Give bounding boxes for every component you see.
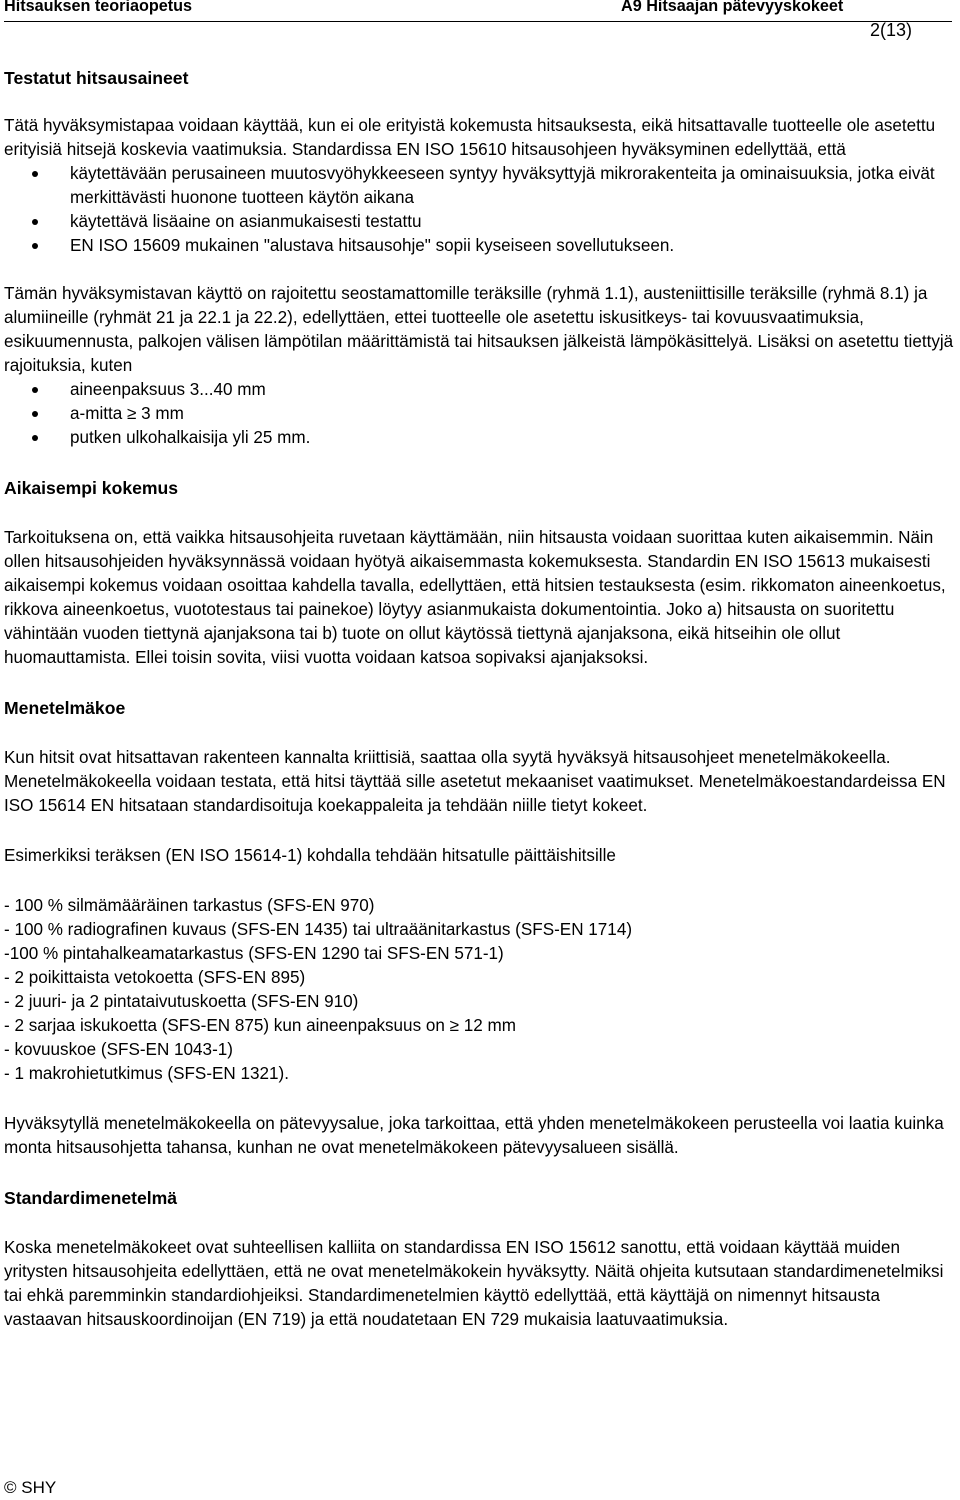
list-item: - kovuuskoe (SFS-EN 1043-1) bbox=[4, 1040, 233, 1059]
paragraph: Esimerkiksi teräksen (EN ISO 15614-1) kohdalla tehdään hitsatulle päittäishitsille bbox=[4, 846, 616, 865]
list-item: EN ISO 15609 mukainen "alustava hitsausohje" sopii kyseiseen sovellutukseen. bbox=[70, 234, 956, 258]
paragraph: Hyväksytyllä menetelmäkokeella on pätevyysalue, joka tarkoittaa, että yhden menetelmäkokeen perusteella voi laatia kuinka monta hitsausohjetta tahansa, kunhan ne ovat menetelmäkokeen pätevyysalueen sisällä. bbox=[4, 1114, 944, 1157]
header-chapter-title: A9 Hitsaajan pätevyyskokeet bbox=[621, 0, 844, 15]
bullet-list bbox=[4, 162, 956, 258]
page-header bbox=[4, 0, 952, 22]
list-item: - 2 sarjaa iskukoetta (SFS-EN 875) kun aineenpaksuus on ≥ 12 mm bbox=[4, 1016, 516, 1035]
paragraph: Tämän hyväksymistavan käyttö on rajoitettu seostamattomille teräksille (ryhmä 1.1), austeniittisille teräksille (ryhmä 8.1) ja alumiineille (ryhmät 21 ja 22.1 ja 22.2), edellyttäen, ettei tuotteelle ole asetettu iskusitkeys- tai kovuusvaatimuksia, esikuumennusta, palkojen välisen lämpötilan määrittämistä tai hitsauksen jälkeistä lämpökäsittelyä. Lisäksi on asetettu tiettyjä rajoituksia, kuten bbox=[4, 284, 954, 375]
copyright-footer: © SHY bbox=[4, 1478, 57, 1497]
list-item: aineenpaksuus 3...40 mm bbox=[70, 378, 956, 402]
list-item: - 100 % radiografinen kuvaus (SFS-EN 1435) tai ultraäänitarkastus (SFS-EN 1714) bbox=[4, 920, 633, 939]
bullet-icon bbox=[32, 243, 38, 249]
list-item: käytettävään perusaineen muutosvyöhykkeeseen syntyy hyväksyttyjä mikrorakenteita ja ominaisuuksia, jotka eivät merkittävästi huonone tuotteen käytön aikana bbox=[70, 162, 956, 210]
bullet-icon bbox=[32, 219, 38, 225]
section-title-menetelmakoe: Menetelmäkoe bbox=[4, 698, 126, 718]
paragraph: Tätä hyväksymistapaa voidaan käyttää, kun ei ole erityistä kokemusta hitsauksesta, eikä hitsattavalle tuotteelle ole asetettu erityisiä hitsejä koskevia vaatimuksia. Standardissa EN ISO 15610 hitsausohjeen hyväksyminen edellyttää, että bbox=[4, 116, 936, 159]
header-course-title: Hitsauksen teoriaopetus bbox=[4, 0, 193, 15]
list-item: putken ulkohalkaisija yli 25 mm. bbox=[70, 426, 956, 450]
bullet-icon bbox=[32, 387, 38, 393]
list-item: a-mitta ≥ 3 mm bbox=[70, 402, 956, 426]
list-item: - 2 poikittaista vetokoetta (SFS-EN 895) bbox=[4, 968, 306, 987]
list-item: - 100 % silmämääräinen tarkastus (SFS-EN 970) bbox=[4, 896, 375, 915]
paragraph: Koska menetelmäkokeet ovat suhteellisen kalliita on standardissa EN ISO 15612 sanottu, että voidaan käyttää muiden yritysten hitsausohjeita edellyttäen, että ne ovat menetelmäkokein hyväksytty. Näitä ohjeita kutsutaan standardimenetelmiksi tai ehkä paremminkin standardiohjeiksi. Standardimenetelmien käyttö edellyttää, että käyttäjä on nimennyt hitsausta vastaavan hitsauskoordinoijan (EN 719) ja että noudatetaan EN 729 mukaisia laatuvaatimuksia. bbox=[4, 1238, 944, 1329]
test-list bbox=[4, 894, 956, 1086]
bullet-icon bbox=[32, 435, 38, 441]
section-title-aikaisempi: Aikaisempi kokemus bbox=[4, 478, 179, 498]
bullet-list bbox=[4, 378, 956, 450]
page-number: 2(13) bbox=[870, 20, 913, 40]
list-item: käytettävä lisäaine on asianmukaisesti testattu bbox=[70, 210, 956, 234]
bullet-icon bbox=[32, 411, 38, 417]
section-title-testatut: Testatut hitsausaineet bbox=[4, 68, 189, 88]
section-title-standardimenetelma: Standardimenetelmä bbox=[4, 1188, 178, 1208]
list-item: - 1 makrohietutkimus (SFS-EN 1321). bbox=[4, 1064, 289, 1083]
list-item: - 2 juuri- ja 2 pintataivutuskoetta (SFS-EN 910) bbox=[4, 992, 359, 1011]
bullet-icon bbox=[32, 171, 38, 177]
list-item: -100 % pintahalkeamatarkastus (SFS-EN 1290 tai SFS-EN 571-1) bbox=[4, 944, 504, 963]
paragraph: Tarkoituksena on, että vaikka hitsausohjeita ruvetaan käyttämään, niin hitsausta voidaan suorittaa kuten aikaisemmin. Näin ollen hitsausohjeiden hyväksynnässä voidaan hyötyä aikaisemmasta kokemuksesta. Standardin EN ISO 15613 mukaisesti aikaisempi kokemus voidaan osoittaa kahdella tavalla, edellyttäen, että hitsien testauksesta (esim. rikkomaton aineenkoetus, rikkova aineenkoetus, vuototestaus tai painekoe) löytyy asianmukaista dokumentointia. Joko a) hitsausta on suoritettu vähintään vuoden tiettynä ajanjaksona tai b) tuote on ollut käytössä tiettynä ajanjaksona, eikä hitseihin ole ollut huomauttamista. Ellei toisin sovita, viisi vuotta voidaan katsoa sopivaksi ajanjaksoksi. bbox=[4, 528, 946, 667]
document-body bbox=[4, 66, 956, 1332]
paragraph: Kun hitsit ovat hitsattavan rakenteen kannalta kriittisiä, saattaa olla syytä hyväksyä hitsausohjeet menetelmäkokeella. Menetelmäkokeella voidaan testata, että hitsi täyttää sille asetetut mekaaniset vaatimukset. Menetelmäkoestandardeissa EN ISO 15614 EN hitsataan standardisoituja koekappaleita ja tehdään niille tietyt kokeet. bbox=[4, 748, 946, 815]
